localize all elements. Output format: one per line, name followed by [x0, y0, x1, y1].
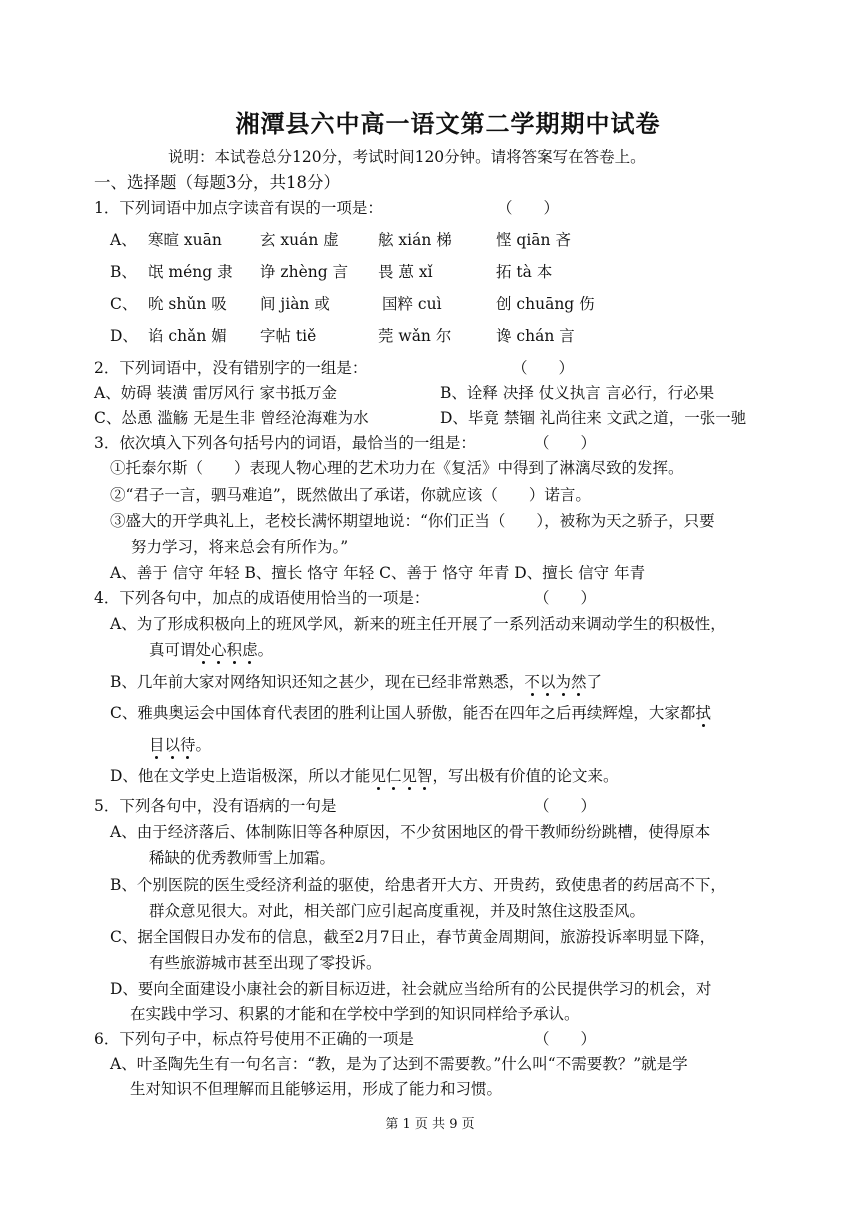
- word-item: 字帖 tiě: [260, 327, 317, 345]
- word-item: 舷 xián 梯: [378, 231, 452, 249]
- dotted-idiom: [149, 736, 196, 754]
- page-footer: 第 1 页 共 9 页: [385, 1117, 475, 1132]
- q5-option-d-cont: 在实践中学习、积累的才能和在学校中学到的知识同样给予承认。: [130, 1005, 580, 1023]
- text: ，写出极有价值的论文来。: [432, 767, 619, 785]
- dotted-idiom: 拭: [695, 704, 711, 722]
- question-2-blank: （ ）: [512, 359, 575, 377]
- dotted-char: 目: [149, 736, 165, 754]
- word-item: 氓 méng 隶: [148, 263, 233, 281]
- dotted-idiom: [370, 767, 432, 785]
- word-item: 畏 葸 xǐ: [378, 263, 433, 281]
- question-1-stem: 1．下列词语中加点字读音有误的一项是：: [94, 199, 383, 217]
- word-item: 谄 chǎn 媚: [148, 327, 227, 345]
- exam-title: 湘潭县六中高一语文第二学期期中试卷: [235, 109, 661, 138]
- dotted-char: 待: [180, 736, 196, 754]
- word-item: 玄 xuán 虚: [260, 231, 339, 249]
- text: 了: [586, 673, 602, 691]
- option-label: A、: [110, 231, 137, 249]
- q6-option-a-cont: 生对知识不但理解而且能够运用，形成了能力和习惯。: [130, 1080, 503, 1098]
- q5-option-a-cont: 稀缺的优秀教师雪上加霜。: [149, 849, 336, 867]
- text: C、雅典奥运会中国体育代表团的胜利让国人骄傲，能否在四年之后再续辉煌，大家都: [110, 704, 696, 722]
- word-item: 拓 tà 本: [496, 263, 553, 281]
- q5-option-d: D、要向全面建设小康社会的新目标迈进，社会就应当给所有的公民提供学习的机会，对: [110, 980, 712, 998]
- question-3-stem: 3．依次填入下列各句括号内的词语，最恰当的一组是：: [94, 434, 476, 452]
- q2-option-c: C、怂恿 滥觞 无是生非 曾经沧海难为水: [94, 409, 369, 427]
- dotted-char: 虑: [242, 641, 258, 659]
- q3-sentence-3: ③盛大的开学典礼上，老校长满怀期望地说：“你们正当（ ），被称为天之骄子，只要: [110, 512, 715, 530]
- q3-sentence-3-cont: 努力学习，将来总会有所作为。”: [131, 538, 349, 556]
- text: B、几年前大家对网络知识还知之甚少，现在已经非常熟悉，: [110, 673, 525, 691]
- q4-option-c-cont: [149, 734, 211, 756]
- word-item: 谗 chán 言: [496, 327, 575, 345]
- q4-option-d: [110, 765, 619, 787]
- word-item: 莞 wǎn 尔: [378, 327, 452, 345]
- q2-option-d: D、毕竟 禁锢 礼尚往来 文武之道，一张一驰: [440, 409, 747, 427]
- question-6-stem: 6．下列句子中，标点符号使用不正确的一项是: [94, 1030, 414, 1048]
- question-4-stem: 4．下列各句中，加点的成语使用恰当的一项是：: [94, 589, 430, 607]
- dotted-char: 以: [539, 673, 556, 691]
- text: 。: [257, 641, 274, 659]
- word-item: 国粹 cuì: [382, 295, 442, 313]
- dotted-idiom: [524, 673, 586, 691]
- q5-option-c: C、据全国假日办发布的信息，截至2月7日止，春节黄金周期间，旅游投诉率明显下降，: [110, 928, 716, 946]
- q2-option-a: A、妨碍 装潢 雷厉风行 家书抵万金: [94, 384, 337, 402]
- question-1-blank: （ ）: [497, 199, 560, 217]
- q4-option-a: A、为了形成积极向上的班风学风，新来的班主任开展了一系列活动来调动学生的积极性，: [110, 615, 726, 633]
- text: 。: [195, 736, 212, 754]
- question-4-blank: （ ）: [534, 589, 597, 607]
- word-item: 寒暄 xuān: [148, 231, 222, 249]
- option-label: D、: [110, 327, 138, 345]
- q4-option-a-cont: [149, 639, 273, 661]
- dotted-char: 处: [195, 641, 212, 659]
- question-2-stem: 2．下列词语中，没有错别字的一组是：: [94, 359, 368, 377]
- text: D、他在文学史上造诣极深，所以才能: [110, 767, 371, 785]
- dotted-char: 积: [226, 641, 243, 659]
- dotted-char: 心: [211, 641, 227, 659]
- dotted-char: 然: [570, 673, 587, 691]
- option-label: B、: [110, 263, 137, 281]
- word-item: 创 chuāng 伤: [496, 295, 595, 313]
- dotted-char: 仁: [385, 767, 402, 785]
- dotted-idiom: [196, 641, 258, 659]
- q3-sentence-1: ①托泰尔斯（ ）表现人物心理的艺术功力在《复活》中得到了淋漓尽致的发挥。: [110, 459, 684, 477]
- word-item: 间 jiàn 或: [260, 295, 330, 313]
- section-heading: 一、选择题（每题3分，共18分）: [94, 173, 340, 192]
- word-item: 吮 shǔn 吸: [148, 295, 227, 313]
- dotted-char: 不: [524, 673, 540, 691]
- q3-sentence-2: ②“君子一言，驷马难追”，既然做出了承诺，你就应该（ ）诺言。: [110, 486, 591, 504]
- q5-option-b: B、个别医院的医生受经济利益的驱使，给患者开大方、开贵药，致使患者的药居高不下，: [110, 876, 726, 894]
- instructions: 说明：本试卷总分120分，考试时间120分钟。请将答案写在答卷上。: [168, 148, 646, 166]
- dotted-char: 以: [164, 736, 181, 754]
- text: 真可谓: [149, 641, 196, 659]
- q5-option-c-cont: 有些旅游城市甚至出现了零投诉。: [149, 954, 382, 972]
- question-6-blank: （ ）: [534, 1030, 597, 1048]
- word-item: 诤 zhèng 言: [260, 263, 349, 281]
- q5-option-b-cont: 群众意见很大。对此，相关部门应引起高度重视，并及时煞住这股歪风。: [149, 902, 646, 920]
- q3-options: A、善于 信守 年轻 B、擅长 恪守 年轻 C、善于 恪守 年青 D、擅长 信守 年青: [110, 564, 646, 582]
- question-5-blank: （ ）: [534, 797, 597, 815]
- q5-option-a: A、由于经济落后、体制陈旧等各种原因，不少贫困地区的骨干教师纷纷跳槽，使得原本: [110, 823, 711, 841]
- dotted-char: 见: [401, 767, 417, 785]
- dotted-char: 智: [416, 767, 433, 785]
- q4-option-b: [110, 671, 602, 693]
- q4-option-c: [110, 702, 711, 724]
- q6-option-a: A、叶圣陶先生有一句名言：“教，是为了达到不需要教。”什么叫“不需要教？”就是学: [110, 1055, 688, 1073]
- q2-option-b: B、诠释 决择 仗义执言 言必行，行必果: [440, 384, 715, 402]
- question-3-blank: （ ）: [534, 434, 597, 452]
- option-label: C、: [110, 295, 138, 313]
- dotted-char: 见: [370, 767, 386, 785]
- word-item: 悭 qiān 吝: [496, 231, 571, 249]
- dotted-char: 为: [555, 673, 571, 691]
- question-5-stem: 5．下列各句中，没有语病的一句是: [94, 797, 337, 815]
